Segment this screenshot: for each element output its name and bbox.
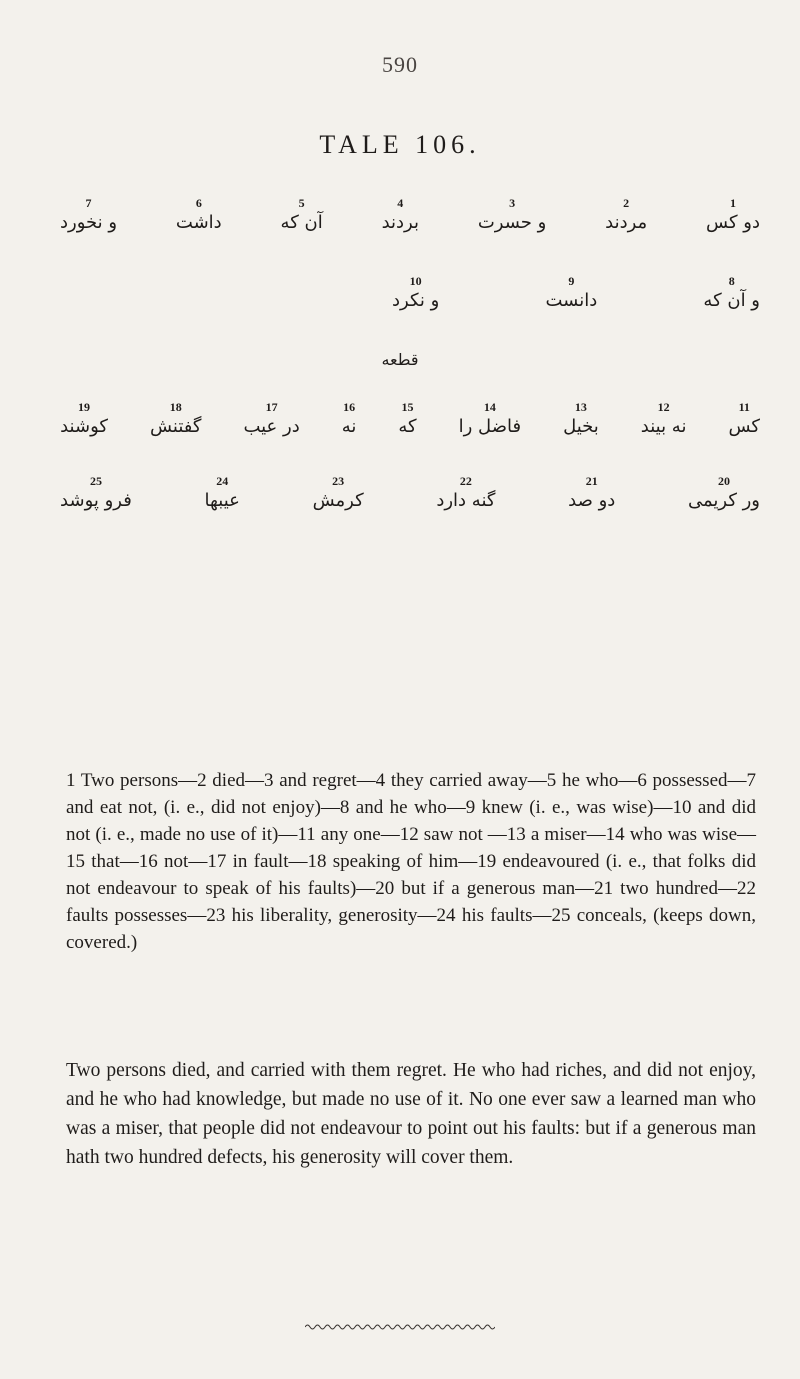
gloss-word: عیبها	[204, 490, 240, 511]
gloss-word: کس	[728, 416, 760, 437]
gloss-number: 16	[343, 400, 356, 414]
gloss-number: 12	[657, 400, 670, 414]
gloss-11	[728, 400, 760, 440]
gloss-word: ور کریمی	[687, 490, 760, 511]
gloss-2	[605, 196, 647, 236]
gloss-number: 2	[623, 196, 630, 210]
gloss-number: 14	[483, 400, 496, 414]
gloss-number: 18	[169, 400, 182, 414]
verse-heading: قطعه	[381, 350, 419, 369]
gloss-word: و نخورد	[60, 212, 118, 233]
gloss-word: فاضل را	[458, 416, 522, 437]
gloss-22	[436, 474, 495, 514]
gloss-word: داشت	[175, 212, 222, 233]
gloss-number: 25	[89, 474, 102, 488]
gloss-3	[478, 196, 546, 236]
gloss-5	[281, 196, 323, 236]
gloss-17	[243, 400, 299, 440]
gloss-number: 22	[459, 474, 472, 488]
gloss-number: 1	[730, 196, 737, 210]
gloss-number: 9	[568, 274, 575, 288]
gloss-number: 3	[509, 196, 516, 210]
gloss-13	[563, 400, 599, 440]
gloss-16	[342, 400, 357, 440]
gloss-word: مردند	[605, 212, 648, 233]
gloss-number: 23	[332, 474, 345, 488]
gloss-word: دو صد	[568, 490, 616, 511]
gloss-15	[398, 400, 416, 440]
gloss-word: نه	[341, 416, 357, 437]
glossary-paragraph: 1 Two persons—2 died—3 and regret—4 they carried away—5 he who—6 possessed—7 and eat not, (i. e., did not enjoy)—8 and he who—9 knew (i. e., was wise)—10 and did not (i. e., made no use of it)—11 any one—12 saw not —13 a miser—14 who was wise—15 that—16 not—17 in fault—18 speaking of him—19 endeavoured (i. e., that folks did not endeavour to speak of his faults)—20 but if a generous man—21 two hundred—22 faults possesses—23 his liberality, generosity—24 his faults—25 conceals, (keeps down, covered.)	[66, 770, 756, 953]
gloss-word: دانست	[545, 290, 598, 311]
gloss-number: 19	[78, 400, 91, 414]
persian-line-2	[392, 274, 760, 314]
gloss-number: 10	[409, 274, 422, 288]
gloss-number: 11	[738, 400, 750, 414]
gloss-number: 24	[216, 474, 229, 488]
gloss-number: 20	[717, 474, 730, 488]
gloss-19	[60, 400, 108, 440]
gloss-number: 21	[585, 474, 598, 488]
gloss-word: بردند	[381, 212, 419, 233]
gloss-word: و نکرد	[392, 290, 440, 311]
gloss-number: 5	[298, 196, 305, 210]
gloss-number: 8	[728, 274, 735, 288]
gloss-word: فرو پوشد	[60, 490, 132, 511]
gloss-14	[459, 400, 521, 440]
page-number: 590	[382, 52, 418, 77]
gloss-7	[60, 196, 117, 236]
gloss-word: در عیب	[243, 416, 300, 437]
gloss-number: 6	[195, 196, 202, 210]
gloss-number: 4	[397, 196, 404, 210]
gloss-word: که	[398, 416, 417, 437]
gloss-word: بخیل	[563, 416, 599, 437]
gloss-word: و حسرت	[477, 212, 547, 233]
gloss-12	[641, 400, 687, 440]
gloss-word: نه بیند	[640, 416, 687, 437]
gloss-number: 13	[574, 400, 587, 414]
gloss-23	[313, 474, 364, 514]
gloss-6	[176, 196, 222, 236]
gloss-word: گفتنش	[149, 416, 202, 437]
gloss-10	[392, 274, 439, 314]
gloss-word: و آن که	[703, 290, 760, 311]
persian-line-3	[60, 400, 760, 440]
translation-paragraph: Two persons died, and carried with them regret. He who had riches, and did not enjoy, and he who had knowledge, but made no use of it. No one ever saw a learned man who was a miser, that people did not endeavour to point out his faults: but if a generous man hath two hundred defects, his generosity will cover them.	[66, 1059, 756, 1168]
gloss-word: گنه دارد	[436, 490, 496, 511]
gloss-21	[568, 474, 615, 514]
gloss-25	[60, 474, 132, 514]
gloss-word: کوشند	[60, 416, 108, 437]
gloss-4	[382, 196, 419, 236]
tale-title: TALE 106.	[319, 130, 481, 159]
gloss-20	[688, 474, 760, 514]
gloss-number: 17	[265, 400, 278, 414]
gloss-1	[706, 196, 760, 236]
gloss-8	[703, 274, 760, 314]
gloss-word: آن که	[280, 212, 323, 233]
persian-line-4	[60, 474, 760, 514]
gloss-number: 7	[85, 196, 92, 210]
gloss-number: 15	[401, 400, 414, 414]
decorative-rule	[305, 1323, 495, 1331]
gloss-9	[545, 274, 597, 314]
gloss-18	[150, 400, 202, 440]
gloss-word: کرمش	[312, 490, 364, 511]
persian-line-1	[60, 196, 760, 236]
gloss-word: دو کس	[706, 212, 760, 233]
gloss-24	[205, 474, 240, 514]
